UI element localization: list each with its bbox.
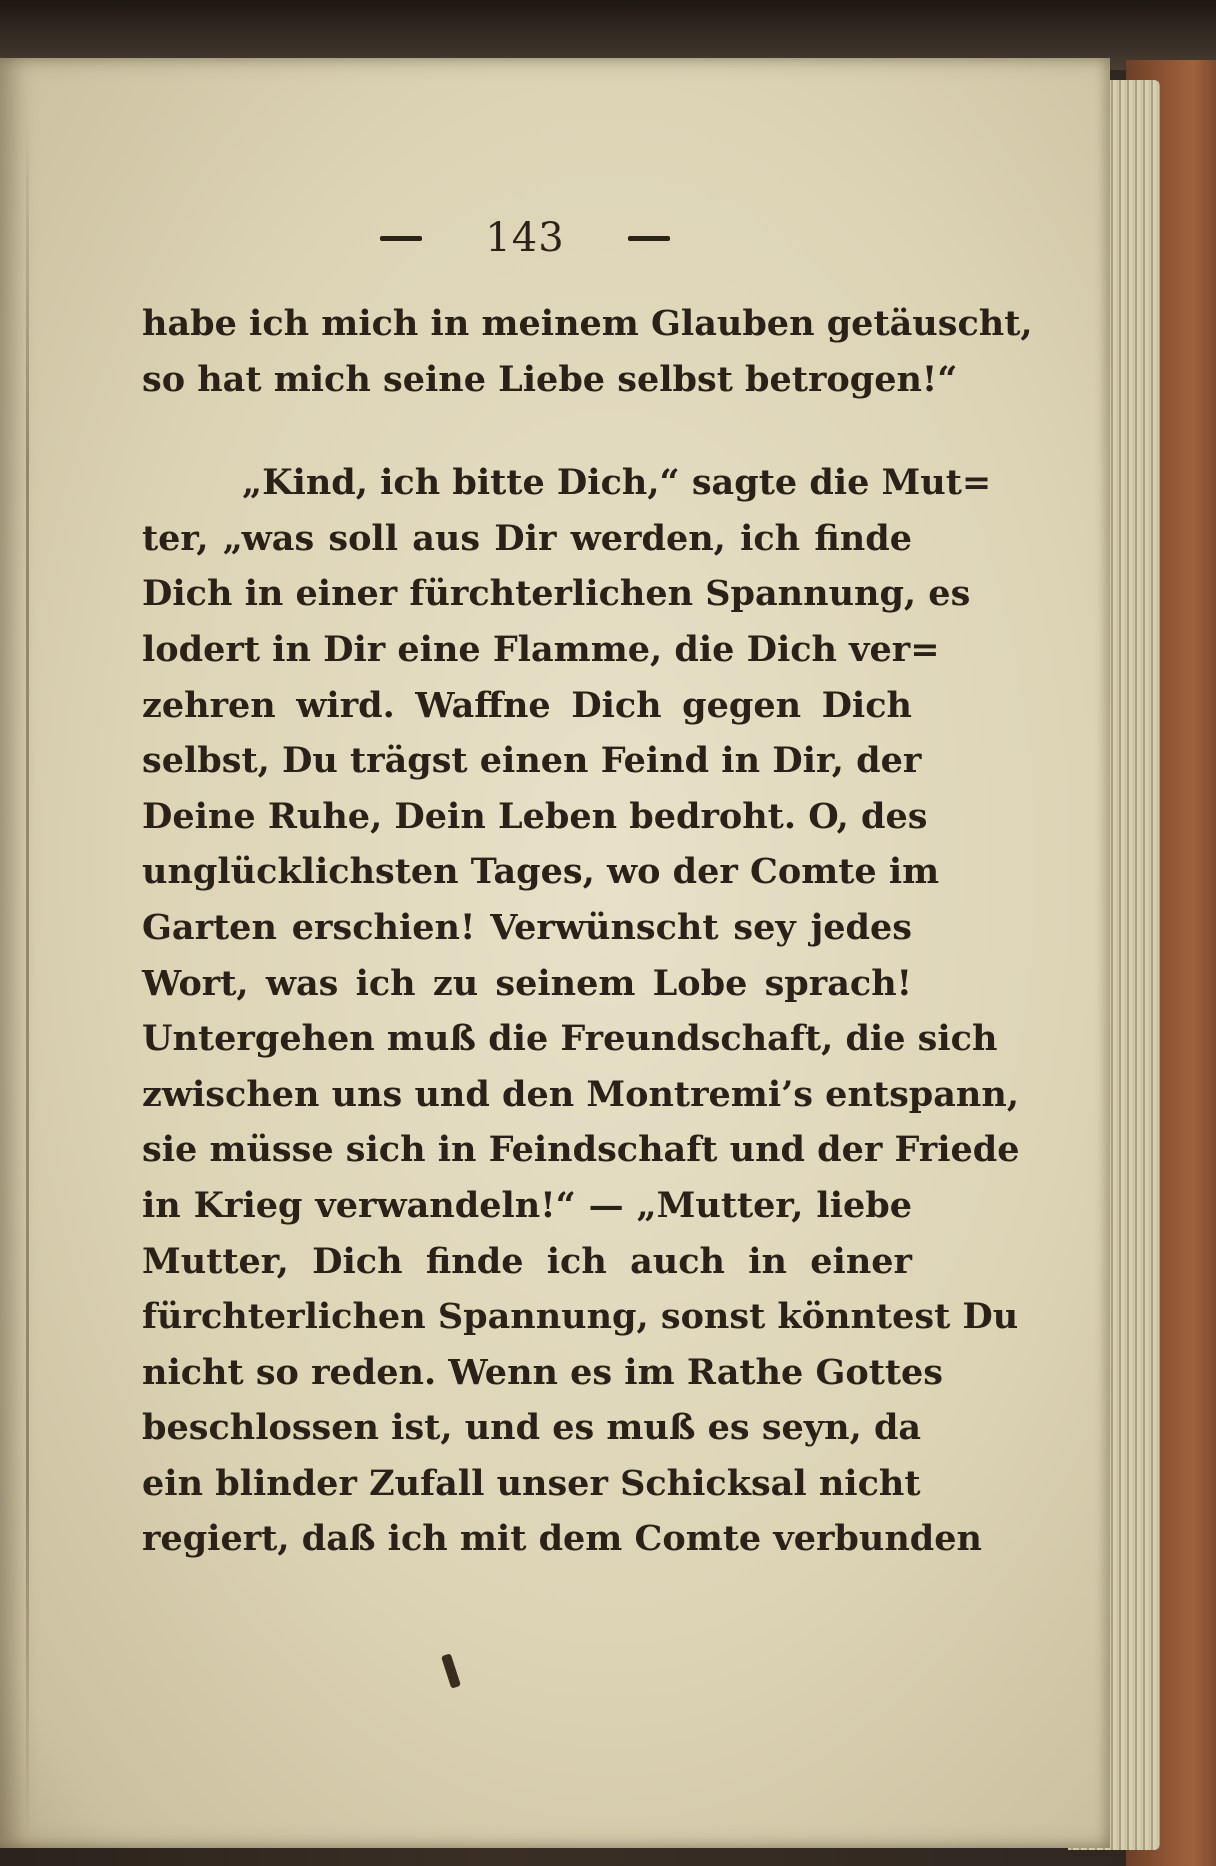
- text-line: Dich in einer fürchterlichen Spannung, es: [142, 573, 971, 615]
- header-dash-right: [628, 236, 670, 241]
- page-number: 143: [485, 215, 565, 261]
- text-line: Wort, was ich zu seinem Lobe sprach!: [142, 962, 912, 1004]
- text-line: fürchterlichen Spannung, sonst könntest Du: [142, 1296, 1019, 1338]
- text-line: sie müsse sich in Feindschaft und der Friede: [142, 1129, 1020, 1171]
- text-line: ter, „was soll aus Dir werden, ich finde: [142, 517, 912, 559]
- text-line: selbst, Du trägst einen Feind in Dir, der: [142, 740, 922, 782]
- text-line: Deine Ruhe, Dein Leben bedroht. O, des: [142, 795, 928, 837]
- text-line: „Kind, ich bitte Dich,“ sagte die Mut=: [242, 462, 992, 504]
- text-line: habe ich mich in meinem Glauben getäuscht,: [142, 303, 1033, 344]
- text-line: ein blinder Zufall unser Schicksal nicht: [142, 1462, 921, 1504]
- binding-gutter: [26, 118, 29, 1838]
- text-line: in Krieg verwandeln!“ — „Mutter, liebe: [142, 1184, 912, 1226]
- text-line: beschlossen ist, und es muß es seyn, da: [142, 1407, 922, 1449]
- text-line: regiert, daß ich mit dem Comte verbunden: [142, 1518, 982, 1560]
- text-line: unglücklichsten Tages, wo der Comte im: [142, 851, 940, 893]
- text-line: Mutter, Dich finde ich auch in einer: [142, 1240, 912, 1282]
- page-header: [380, 208, 670, 268]
- text-line: zwischen uns und den Montremi’s entspann,: [142, 1073, 1019, 1115]
- text-line: nicht so reden. Wenn es im Rathe Gottes: [142, 1351, 944, 1393]
- text-line: zehren wird. Waffne Dich gegen Dich: [142, 684, 912, 726]
- text-line: so hat mich seine Liebe selbst betrogen!“: [142, 358, 958, 400]
- text-line: lodert in Dir eine Flamme, die Dich ver=: [142, 628, 940, 670]
- header-dash-left: [380, 236, 422, 241]
- text-line: Garten erschien! Verwünscht sey jedes: [142, 906, 912, 948]
- body-text: [142, 296, 1033, 1567]
- text-line: Untergehen muß die Freundschaft, die sich: [142, 1018, 998, 1060]
